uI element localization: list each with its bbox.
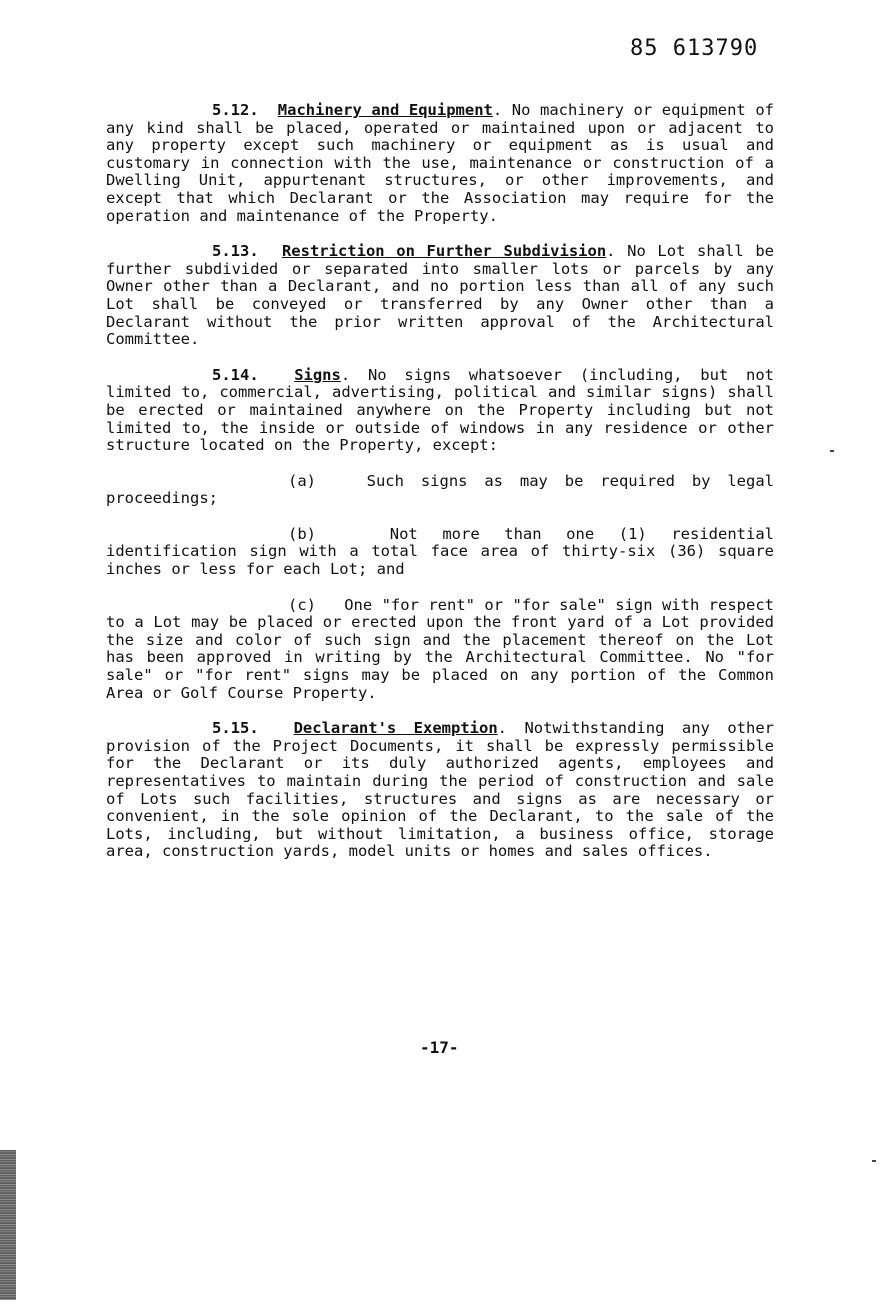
document-number: 85 613790 [630, 36, 759, 61]
document-body [106, 102, 774, 879]
section-number: 5.15. [212, 719, 259, 738]
section-number: 5.12. [212, 101, 259, 119]
subitem-label: (b) [288, 524, 316, 543]
scan-speck [830, 450, 834, 452]
scan-edge-artifact [0, 1150, 16, 1300]
section-text: . No machinery or equipment of any kind shall be placed, operated or maintained upon or adjacent to any property except such machinery or equipment as is usual and customary in connection with the use, maintenance or construction of a Dwelling Unit, appurtenant structures, or other improvements, and except that which Declarant or the Association may require for the operation and maintenance of the Property. [106, 101, 774, 225]
section-5-14 [106, 367, 774, 455]
subitem-text: Not more than one (1) residential identification sign with a total face area of thirty-six (36) square inches or less for each Lot; and [106, 524, 774, 579]
section-text: . Notwithstanding any other provision of the Project Documents, it shall be expressly permissible for the Declarant or its duly authorized agents, employees and representatives to maintain during the period of construction and sale of Lots such facilities, structures and signs as are necessary or convenient, in the sole opinion of the Declarant, to the sale of the Lots, including, but without limitation, a business office, storage area, construction yards, model units or homes and sales offices. [106, 719, 774, 861]
section-number: 5.13. [212, 242, 259, 261]
subitem-text: One "for rent" or "for sale" sign with respect to a Lot may be placed or erected upon the front yard of a Lot provided the size and color of such sign and the placement thereof on the Lot has been approved in writing by the Architectural Committee. No "for sale" or "for rent" signs may be placed on any portion of the Common Area or Golf Course Property. [106, 595, 774, 702]
subitem-label: (c) [288, 595, 316, 614]
section-title: Signs [294, 365, 341, 384]
section-5-15 [106, 720, 774, 861]
page-number: -17- [420, 1038, 459, 1057]
section-title: Declarant's Exemption [293, 719, 498, 738]
section-title: Machinery and Equipment [277, 101, 493, 119]
section-text: . No signs whatsoever (including, but not limited to, commercial, advertising, political and similar signs) shall be erected or maintained anywhere on the Property including but not limited to, the inside or outside of windows in any residence or other structure located on the Property, except: [106, 365, 774, 455]
subitem-b [106, 526, 774, 579]
section-5-13 [106, 243, 774, 349]
section-text: . No Lot shall be further subdivided or separated into smaller lots or parcels by any Owner other than a Declarant, and no portion less than all of any such Lot shall be conveyed or transferred by any Owner other than a Declarant without the prior written approval of the Architectural Committee. [106, 242, 775, 349]
section-title: Restriction on Further Subdivision [281, 242, 607, 261]
scan-speck [872, 1160, 876, 1162]
subitem-text: Such signs as may be required by legal proceedings; [106, 471, 775, 508]
subitem-c [106, 597, 774, 703]
subitem-label: (a) [288, 471, 316, 490]
subitem-a [106, 473, 774, 508]
section-5-12 [106, 102, 774, 225]
section-number: 5.14. [212, 365, 259, 384]
